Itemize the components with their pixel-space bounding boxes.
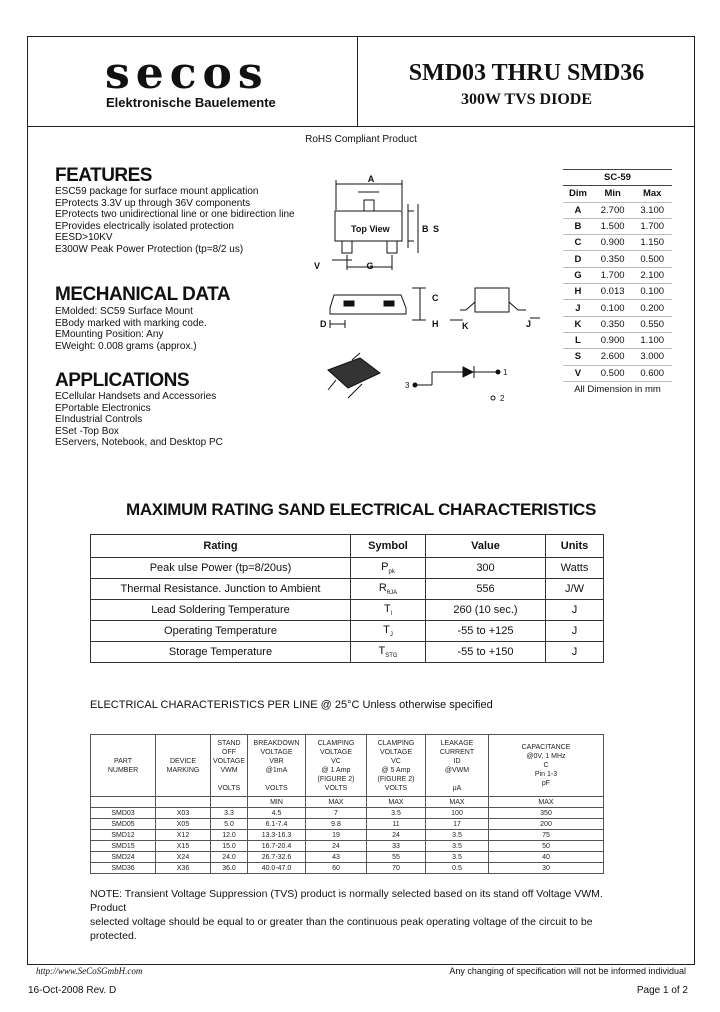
table-cell (156, 797, 211, 808)
table-cell: 0.100 (632, 284, 672, 300)
dim-header: Dim (563, 186, 593, 202)
list-item: EProtects 3.3V up through 36V components (55, 197, 251, 209)
table-row (91, 600, 604, 621)
revision-date: 16-Oct-2008 Rev. D (28, 985, 117, 996)
table-cell: SMD36 (91, 863, 156, 874)
table-cell: Thermal Resistance. Junction to Ambient (91, 579, 351, 600)
table-cell: 17 (426, 819, 489, 830)
dimension-table-container (563, 169, 672, 397)
table-cell: 2.700 (593, 202, 633, 218)
table-header: PART NUMBER (91, 735, 156, 797)
table-cell: 6.1-7.4 (248, 819, 306, 830)
table-cell: MAX (426, 797, 489, 808)
table-cell: 3.5 (426, 852, 489, 863)
label-h: H (432, 319, 439, 329)
table-cell: Operating Temperature (91, 621, 351, 642)
table-cell: 24 (306, 841, 367, 852)
table-cell: 2.100 (632, 267, 672, 283)
table-cell (91, 797, 156, 808)
features-list (55, 186, 295, 255)
table-cell: Peak ulse Power (tp=8/20us) (91, 558, 351, 579)
table-header: CLAMPING VOLTAGE VC @ 1 Amp (FIGURE 2) VOLTS (306, 735, 367, 797)
table-cell: 36.0 (211, 863, 248, 874)
applications-list (55, 391, 223, 449)
table-cell: V (563, 365, 593, 381)
table-cell: 1.700 (632, 218, 672, 234)
table-cell: 556 (426, 579, 546, 600)
max-header: Max (632, 186, 672, 202)
table-cell: 350 (489, 808, 604, 819)
table-cell: 0.200 (632, 300, 672, 316)
table-cell: 3.5 (367, 808, 426, 819)
limits-row (91, 797, 604, 808)
table-row (91, 863, 604, 874)
symbol-cell: $T_J$ (351, 621, 426, 642)
table-cell: C (563, 235, 593, 251)
table-cell: X24 (156, 852, 211, 863)
min-header: Min (593, 186, 633, 202)
table-cell: 40.0-47.0 (248, 863, 306, 874)
table-cell: 0.900 (593, 235, 633, 251)
symbol-cell: $R_{\theta JA}$ (351, 579, 426, 600)
electrical-table (90, 734, 604, 874)
header-rule (27, 126, 695, 127)
logo-subtitle: Elektronische Bauelemente (106, 95, 276, 110)
table-cell: -55 to +125 (426, 621, 546, 642)
table-cell: 1.500 (593, 218, 633, 234)
table-cell: 9.8 (306, 819, 367, 830)
list-item: EWeight: 0.008 grams (approx.) (55, 340, 197, 352)
table-cell: 13.3-16.3 (248, 830, 306, 841)
label-c: C (432, 293, 439, 303)
specification-notice: Any changing of specification will not be informed individual (449, 966, 686, 976)
table-cell: Lead Soldering Temperature (91, 600, 351, 621)
table-row (91, 642, 604, 663)
ratings-table (90, 534, 604, 663)
table-cell: 1.700 (593, 267, 633, 283)
note-line: selected voltage should be equal to or greater than the continuous peak operating voltage of the circuit to be protected. (90, 916, 593, 942)
table-header: CAPACITANCE @0V, 1 MHz C Pin 1-3 pF (489, 735, 604, 797)
table-cell: 3.100 (632, 202, 672, 218)
top-view-label: Top View (351, 224, 390, 234)
table-cell: 5.0 (211, 819, 248, 830)
table-cell: 50 (489, 841, 604, 852)
table-cell: 1.100 (632, 332, 672, 348)
tvs-selection-note (90, 887, 630, 943)
table-row (91, 808, 604, 819)
table-cell: 3.000 (632, 349, 672, 365)
package-body-side (330, 295, 406, 314)
table-cell: -55 to +150 (426, 642, 546, 663)
pin-1-label: 1 (503, 368, 508, 377)
table-cell: 0.350 (593, 251, 633, 267)
table-cell: J (563, 300, 593, 316)
table-row (91, 841, 604, 852)
table-row (91, 830, 604, 841)
pin-2-label: 2 (500, 394, 505, 403)
table-cell: 300 (426, 558, 546, 579)
table-cell: S (563, 349, 593, 365)
pin-3-label: 3 (405, 381, 410, 390)
table-cell: K (563, 316, 593, 332)
table-cell: 0.350 (593, 316, 633, 332)
list-item: E300W Peak Power Protection (tp=8/2 us) (55, 243, 244, 255)
diode-symbol (463, 367, 473, 377)
table-cell: 7 (306, 808, 367, 819)
table-cell: 24.0 (211, 852, 248, 863)
label-a: A (367, 174, 375, 184)
table-cell: J (546, 642, 604, 663)
table-cell: 3.5 (426, 841, 489, 852)
list-item: EMolded: SC59 Surface Mount (55, 306, 193, 317)
list-item: ESC59 package for surface mount application (55, 186, 259, 197)
pin-2-lead (387, 241, 397, 253)
table-cell: 0.500 (632, 251, 672, 267)
table-cell: 3.5 (426, 830, 489, 841)
list-item: EServers, Notebook, and Desktop PC (55, 437, 223, 448)
table-cell: X05 (156, 819, 211, 830)
applications-heading: APPLICATIONS (55, 370, 190, 391)
table-cell: Storage Temperature (91, 642, 351, 663)
note-line: NOTE: Transient Voltage Suppression (TVS) product is normally selected based on its stand off Voltage VWM. Product (90, 888, 603, 914)
list-item: EBody marked with marking code. (55, 317, 207, 329)
table-cell: 260 (10 sec.) (426, 600, 546, 621)
symbol-cell: $T_l$ (351, 600, 426, 621)
document-subtitle: 300W TVS DIODE (461, 91, 592, 108)
table-cell: 4.5 (248, 808, 306, 819)
company-logo: secos (105, 48, 269, 99)
table-header: Symbol (351, 535, 426, 558)
label-d: D (320, 319, 327, 329)
table-cell: 11 (367, 819, 426, 830)
table-header: CLAMPING VOLTAGE VC @ 5 Amp (FIGURE 2) VOLTS (367, 735, 426, 797)
list-item: EPortable Electronics (55, 402, 151, 414)
table-cell: H (563, 284, 593, 300)
page-number: Page 1 of 2 (636, 985, 688, 996)
list-item: ESet -Top Box (55, 425, 119, 437)
ratings-heading: MAXIMUM RATING SAND ELECTRICAL CHARACTERISTICS (125, 500, 597, 519)
table-header: BREAKDOWN VOLTAGE VBR @1mA VOLTS (248, 735, 306, 797)
table-cell: 70 (367, 863, 426, 874)
list-item: EProvides electrically isolated protection (55, 220, 234, 232)
table-cell: 55 (367, 852, 426, 863)
table-cell: X12 (156, 830, 211, 841)
electrical-caption: ELECTRICAL CHARACTERISTICS PER LINE @ 25°C Unless otherwise specified (90, 699, 493, 711)
table-cell: 60 (306, 863, 367, 874)
mechanical-list (55, 306, 207, 352)
table-row (91, 852, 604, 863)
list-item: ECellular Handsets and Accessories (55, 391, 217, 402)
table-cell: 24 (367, 830, 426, 841)
list-item: EIndustrial Controls (55, 414, 143, 425)
table-cell: 0.550 (632, 316, 672, 332)
features-heading: FEATURES (55, 165, 152, 186)
list-item: EESD>10KV (55, 232, 113, 243)
table-cell: D (563, 251, 593, 267)
table-header-row (91, 735, 604, 797)
table-cell: 3.3 (211, 808, 248, 819)
table-cell: 0.100 (593, 300, 633, 316)
label-v: V (314, 261, 321, 271)
table-cell: G (563, 267, 593, 283)
pin-3-lead (364, 200, 374, 212)
document-title: SMD03 THRU SMD36 (408, 60, 645, 86)
table-cell: 0.013 (593, 284, 633, 300)
rohs-notice: RoHS Compliant Product (305, 134, 417, 145)
table-cell: SMD03 (91, 808, 156, 819)
table-cell: 100 (426, 808, 489, 819)
table-cell: 1.150 (632, 235, 672, 251)
label-j: J (526, 319, 532, 329)
table-row (91, 819, 604, 830)
label-b: B (422, 224, 429, 234)
table-cell: 43 (306, 852, 367, 863)
table-cell: 16.7-20.4 (248, 841, 306, 852)
table-cell: X36 (156, 863, 211, 874)
table-cell: MAX (306, 797, 367, 808)
table-row (91, 558, 604, 579)
table-cell: 200 (489, 819, 604, 830)
table-header: LEAKAGE CURRENT ID @VWM μA (426, 735, 489, 797)
table-cell: SMD24 (91, 852, 156, 863)
table-cell: 26.7-32.6 (248, 852, 306, 863)
dimension-note: All Dimension in mm (574, 384, 661, 395)
table-cell: MIN (248, 797, 306, 808)
table-cell: 75 (489, 830, 604, 841)
table-cell: SMD15 (91, 841, 156, 852)
label-k: K (462, 321, 469, 331)
table-cell: 19 (306, 830, 367, 841)
table-cell: SMD05 (91, 819, 156, 830)
symbol-cell: $T_{STG}$ (351, 642, 426, 663)
table-row (91, 579, 604, 600)
table-cell: 15.0 (211, 841, 248, 852)
package-body-end (475, 288, 509, 312)
pin-1-lead (342, 241, 352, 253)
table-header: STAND OFF VOLTAGE VWM VOLTS (211, 735, 248, 797)
table-cell: 0.900 (593, 332, 633, 348)
list-item: EMounting Position: Any (55, 329, 164, 340)
table-cell: L (563, 332, 593, 348)
table-cell: SMD12 (91, 830, 156, 841)
table-cell: Watts (546, 558, 604, 579)
label-g: G (366, 261, 374, 271)
table-cell: MAX (489, 797, 604, 808)
table-row (91, 621, 604, 642)
table-cell: B (563, 218, 593, 234)
table-cell: J (546, 621, 604, 642)
table-cell: 33 (367, 841, 426, 852)
table-cell (211, 797, 248, 808)
table-header: DEVICE MARKING (156, 735, 211, 797)
package-3d-view (328, 358, 380, 388)
package-outline-drawing (300, 170, 555, 420)
table-header: Units (546, 535, 604, 558)
table-cell: 2.600 (593, 349, 633, 365)
table-header: Rating (91, 535, 351, 558)
table-cell: J (546, 600, 604, 621)
table-cell: A (563, 202, 593, 218)
dimension-table-package: SC-59 (563, 170, 672, 186)
table-cell: J/W (546, 579, 604, 600)
table-cell: 40 (489, 852, 604, 863)
table-cell: X03 (156, 808, 211, 819)
table-cell: X15 (156, 841, 211, 852)
mechanical-heading: MECHANICAL DATA (55, 284, 231, 305)
table-cell: 0.500 (593, 365, 633, 381)
list-item: EProtects two unidirectional line or one bidirection line (55, 209, 295, 220)
label-s: S (433, 224, 440, 234)
table-cell: MAX (367, 797, 426, 808)
dimension-table (563, 169, 672, 397)
table-cell: 12.0 (211, 830, 248, 841)
table-header: Value (426, 535, 546, 558)
website-link[interactable]: http://www.SeCoSGmbH.com (36, 966, 143, 976)
table-cell: 0.600 (632, 365, 672, 381)
table-cell: 0.5 (426, 863, 489, 874)
symbol-cell: $P_{pk}$ (351, 558, 426, 579)
table-cell: 30 (489, 863, 604, 874)
